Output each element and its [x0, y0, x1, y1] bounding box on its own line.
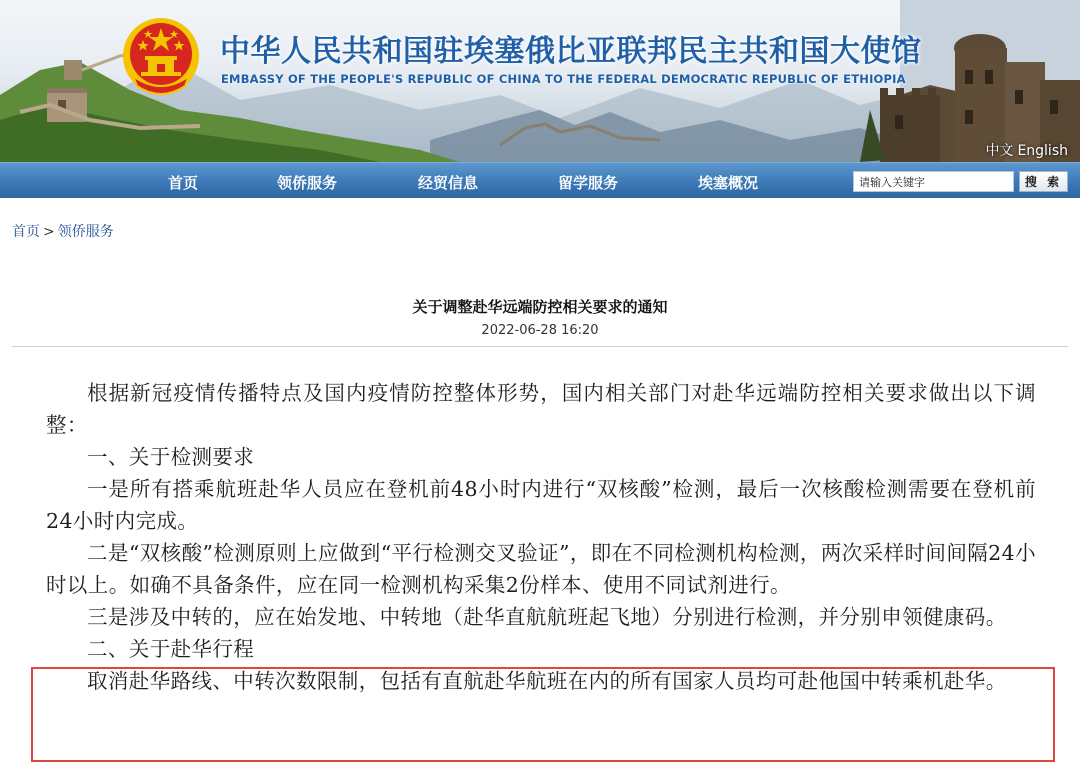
article-paragraph: 一是所有搭乘航班赴华人员应在登机前48小时内进行“双核酸”检测，最后一次核酸检测需要在登机前24小时内完成。	[46, 477, 1036, 533]
article-title: 关于调整赴华远端防控相关要求的通知	[412, 298, 668, 316]
article-paragraph: 取消赴华路线、中转次数限制，包括有直航赴华航班在内的所有国家人员均可赴他国中转乘机赴华。	[87, 669, 1007, 693]
nav-item-ethiopia-overview[interactable]: 埃塞概况	[698, 174, 759, 192]
national-emblem-icon	[121, 16, 201, 98]
article-paragraph: 二是“双核酸”检测原则上应做到“平行检测交叉验证”，即在不同检测机构检测，两次采样时间间隔24小时以上。如确不具备条件，应在同一检测机构采集2份样本、使用不同试剂进行。	[46, 541, 1036, 597]
section-heading: 一、关于检测要求	[87, 445, 255, 469]
breadcrumb-current-link[interactable]: 领侨服务	[57, 224, 114, 240]
main-nav-bar	[0, 162, 1080, 198]
language-switch	[985, 140, 1068, 160]
language-chinese-link[interactable]: 中文	[985, 143, 1014, 159]
search-button[interactable]: 搜 索	[1019, 171, 1068, 192]
nav-item-consular-services[interactable]: 领侨服务	[277, 174, 338, 192]
site-banner	[0, 0, 1080, 162]
article-date: 2022-06-28 16:20	[481, 323, 599, 338]
article-body	[46, 377, 1036, 697]
article-paragraph: 三是涉及中转的，应在始发地、中转地（赴华直航航班起飞地）分别进行检测，并分别申领健康码。	[87, 605, 1007, 629]
highlight-annotation-box	[31, 667, 1055, 762]
language-english-link[interactable]: English	[1017, 143, 1068, 159]
nav-item-study-services[interactable]: 留学服务	[558, 174, 619, 192]
site-title-chinese: 中华人民共和国驻埃塞俄比亚联邦民主共和国大使馆	[220, 34, 922, 69]
nav-item-home[interactable]: 首页	[168, 174, 199, 192]
nav-item-trade-info[interactable]: 经贸信息	[418, 174, 479, 192]
title-divider	[12, 346, 1068, 347]
breadcrumb-home-link[interactable]: 首页	[12, 224, 40, 240]
site-title-english: EMBASSY OF THE PEOPLE'S REPUBLIC OF CHINA TO THE FEDERAL DEMOCRATIC REPUBLIC OF ETHIOPIA	[221, 72, 906, 86]
breadcrumb	[12, 221, 114, 241]
breadcrumb-separator: >	[43, 224, 55, 240]
section-heading: 二、关于赴华行程	[87, 637, 255, 661]
search-input[interactable]	[853, 171, 1014, 192]
article-paragraph: 根据新冠疫情传播特点及国内疫情防控整体形势，国内相关部门对赴华远端防控相关要求做出以下调整：	[46, 381, 1036, 437]
